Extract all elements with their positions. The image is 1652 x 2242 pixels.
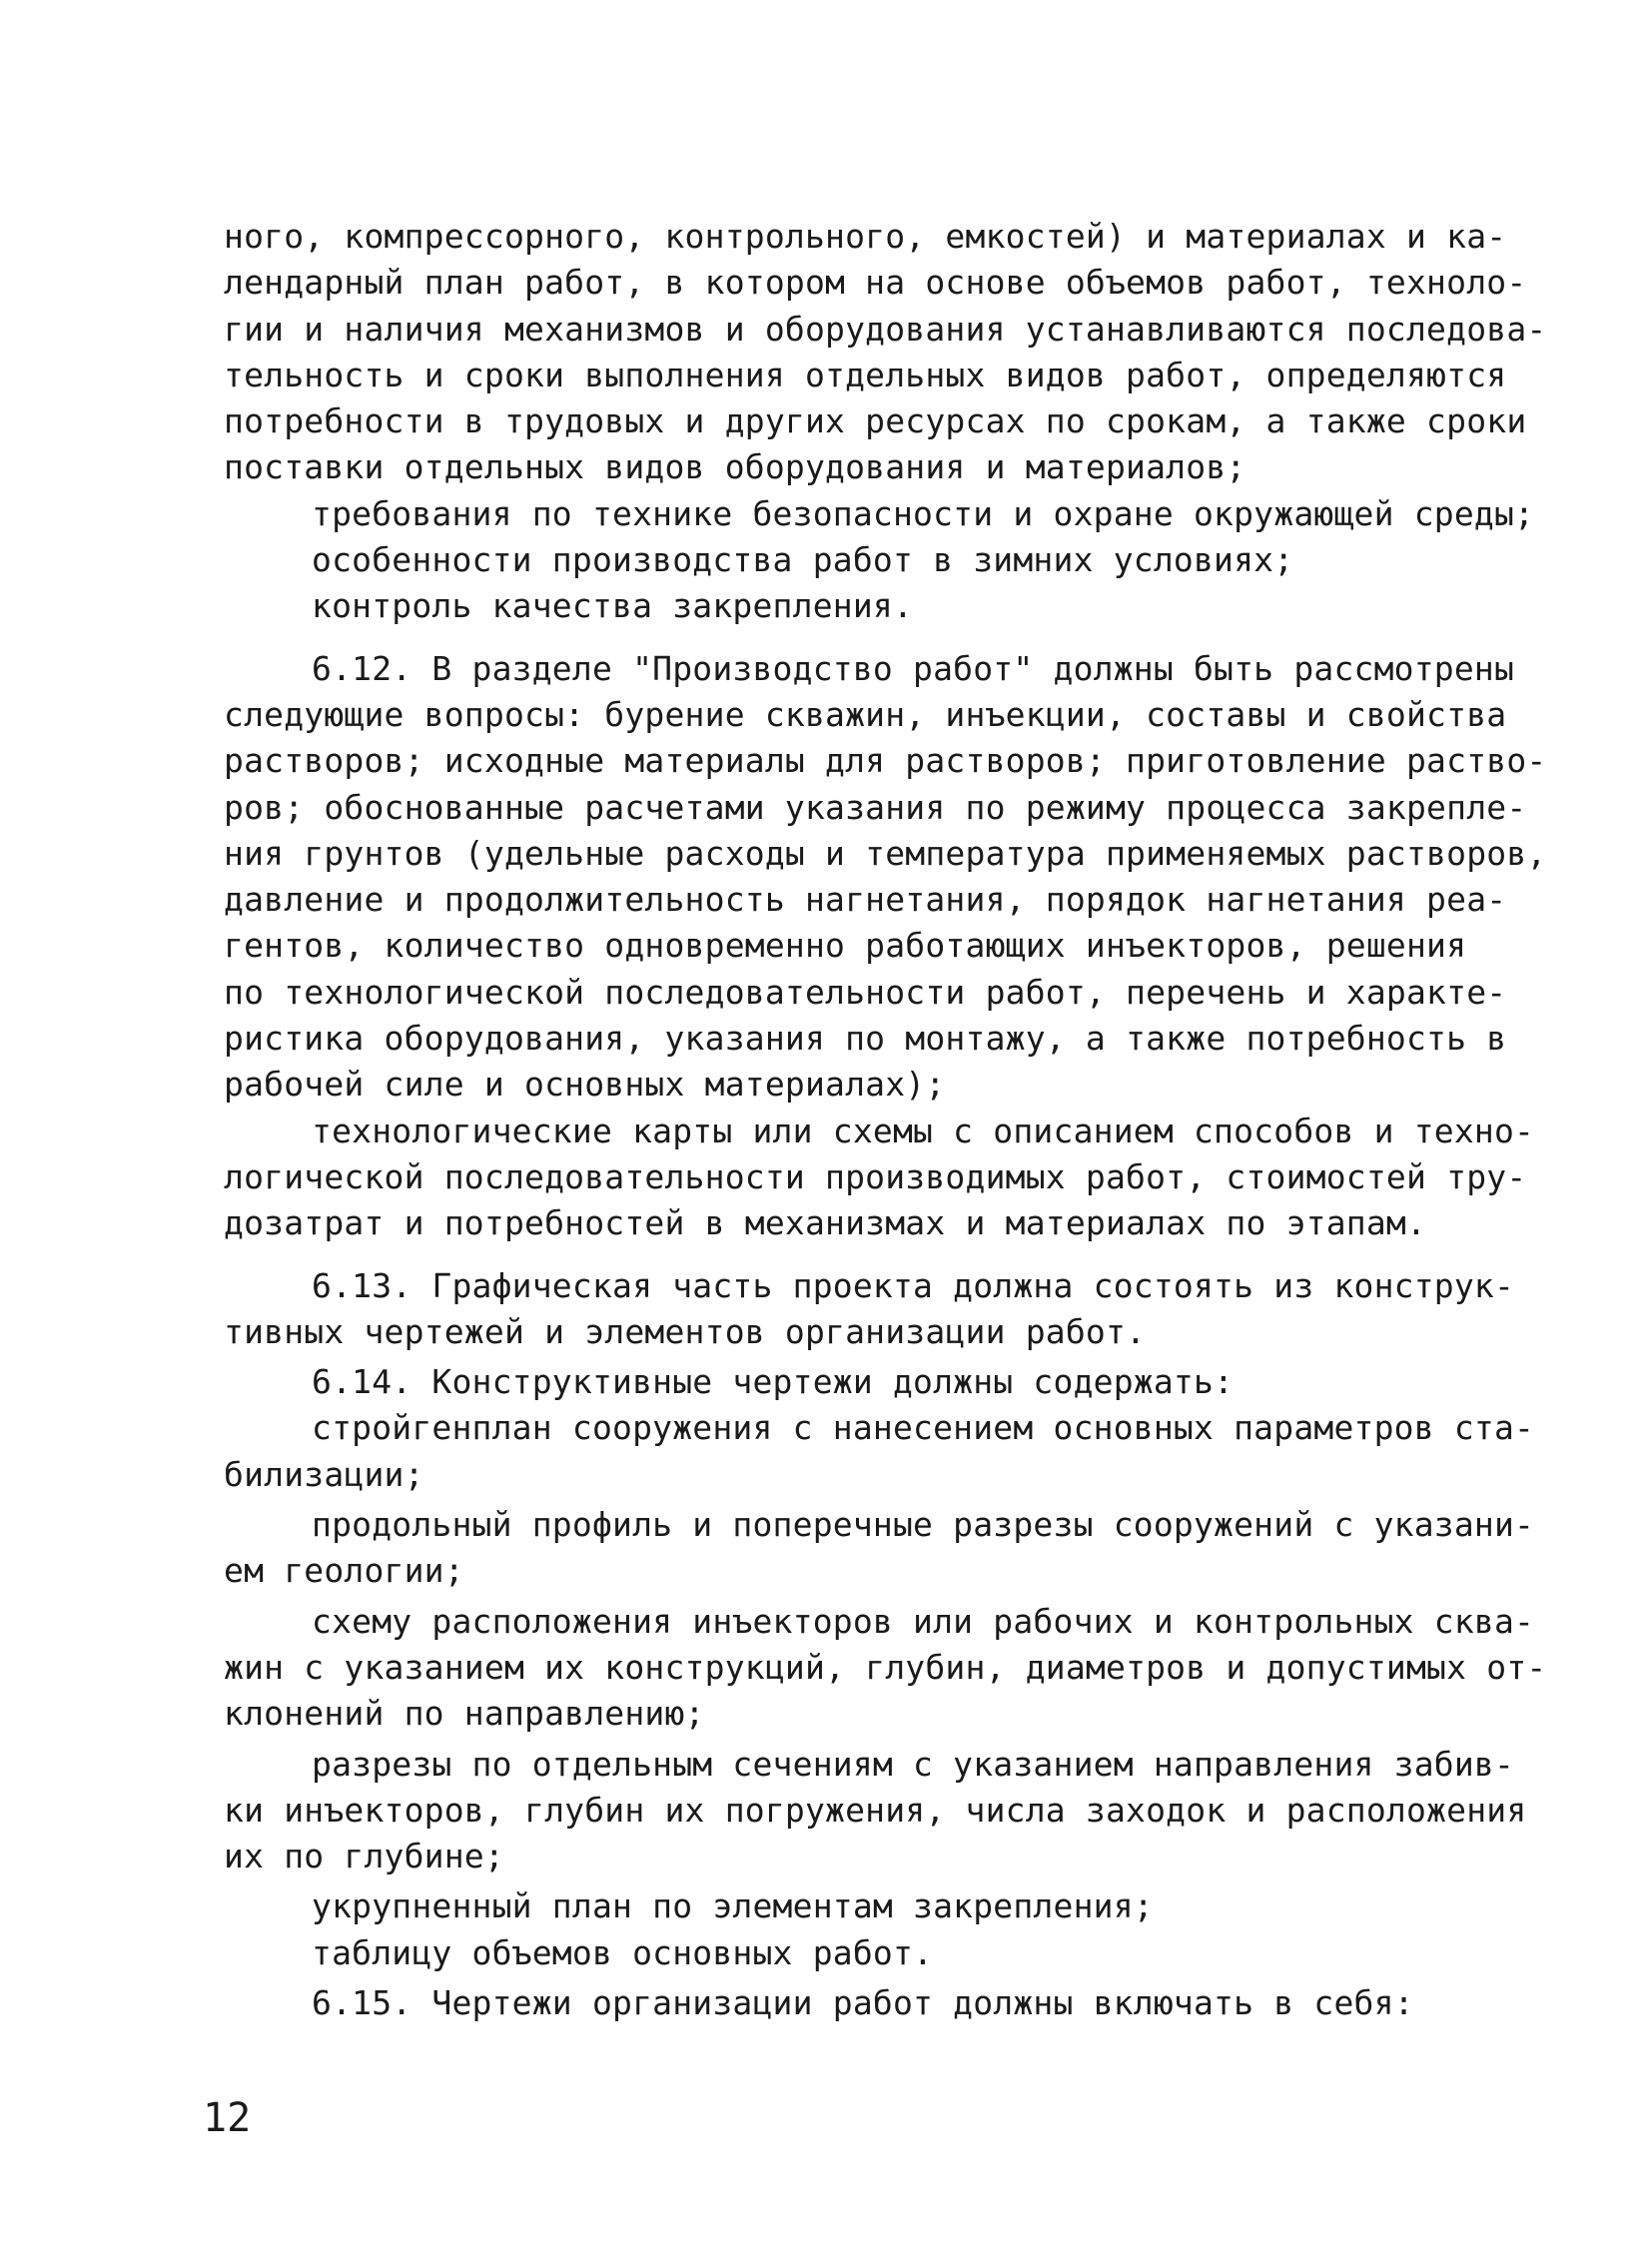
text-line: ния грунтов (удельные расходы и температура применяемых растворов, — [224, 833, 1547, 873]
text-line: тельность и сроки выполнения отдельных видов работ, определяются — [224, 355, 1507, 394]
text-line: поставки отдельных видов оборудования и материалов; — [224, 447, 1246, 487]
text-line: жин с указанием их конструкций, глубин, диаметров и допустимых от- — [224, 1647, 1547, 1687]
paragraph-6-15-heading-line: 6.15. Чертежи организации работ должны включать в себя: — [312, 1982, 1414, 2022]
text-line: дозатрат и потребностей в механизмах и материалах по этапам. — [224, 1203, 1427, 1243]
text-line: потребности в трудовых и других ресурсах по срокам, а также сроки — [224, 401, 1527, 441]
text-line: ем геологии; — [224, 1551, 464, 1591]
text-line: ного, компрессорного, контрольного, емкостей) и материалах и ка- — [224, 217, 1507, 256]
document-body — [224, 214, 1547, 2026]
text-line: ки инъекторов, глубин их погружения, числа заходок и расположения — [224, 1790, 1527, 1830]
text-line: ристика оборудования, указания по монтажу, а также потребность в — [224, 1019, 1507, 1059]
text-line: давление и продолжительность нагнетания, порядок нагнетания реа- — [224, 880, 1507, 920]
text-line: гентов, количество одновременно работающих инъекторов, решения — [224, 926, 1467, 966]
text-line: тивных чертежей и элементов организации работ. — [224, 1311, 1147, 1351]
paragraph-6-13-heading-line: 6.13. Графическая часть проекта должна состоять из конструк- — [312, 1265, 1515, 1305]
text-line: стройгенплан сооружения с нанесением основных параметров ста- — [312, 1408, 1535, 1448]
text-line: лендарный план работ, в котором на основе объемов работ, техноло- — [224, 263, 1527, 303]
text-line: таблицу объемов основных работ. — [312, 1932, 934, 1972]
text-line: особенности производства работ в зимних условиях; — [312, 540, 1294, 580]
paragraph-6-14-heading-line: 6.14. Конструктивные чертежи должны содержать: — [312, 1362, 1235, 1402]
page-number: 12 — [203, 2095, 252, 2141]
text-line: их по глубине; — [224, 1837, 504, 1876]
text-line: клонений по направлению; — [224, 1694, 705, 1734]
paragraph-6-12-heading-line: 6.12. В разделе "Производство работ" должны быть рассмотрены — [312, 648, 1515, 688]
text-line: ров; обоснованные расчетами указания по режиму процесса закрепле- — [224, 787, 1527, 827]
text-line: контроль качества закрепления. — [312, 586, 914, 626]
text-line: требования по технике безопасности и охране окружающей среды; — [312, 493, 1535, 533]
text-line: по технологической последовательности работ, перечень и характе- — [224, 972, 1507, 1012]
text-line: укрупненный план по элементам закрепления; — [312, 1886, 1154, 1926]
text-line: логической последовательности производимых работ, стоимостей тру- — [224, 1156, 1527, 1196]
text-line: разрезы по отдельным сечениям с указанием направления забив- — [312, 1744, 1515, 1784]
text-line: растворов; исходные материалы для растворов; приготовление раство- — [224, 741, 1547, 781]
text-line: технологические карты или схемы с описанием способов и техно- — [312, 1111, 1535, 1150]
text-line: следующие вопросы: бурение скважин, инъекции, составы и свойства — [224, 694, 1507, 734]
text-line: гии и наличия механизмов и оборудования устанавливаются последова- — [224, 309, 1547, 349]
text-line: схему расположения инъекторов или рабочих и контрольных сква- — [312, 1601, 1535, 1641]
text-line: билизации; — [224, 1454, 424, 1494]
text-line: продольный профиль и поперечные разрезы сооружений с указани- — [312, 1505, 1535, 1545]
text-line: рабочей силе и основных материалах); — [224, 1065, 946, 1105]
